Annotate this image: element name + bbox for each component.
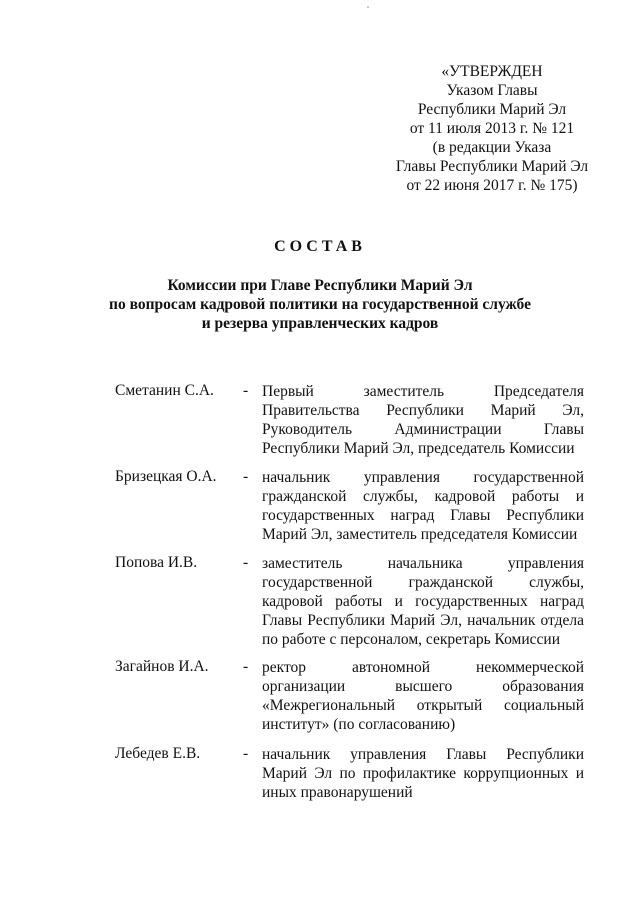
subtitle-line: по вопросам кадровой политики на государственной службе [109, 296, 531, 313]
approval-line: от 11 июля 2013 г. № 121 [409, 120, 575, 137]
scan-mark [367, 6, 369, 8]
member-dash: - [243, 554, 249, 571]
member-name: Загайнов И.А. [115, 658, 209, 675]
member-name: Лебедев Е.В. [115, 745, 201, 762]
member-role: начальник управления государственной гражданской службы, кадровой работы и государственных наград Главы Республики Марий Эл, заместитель председателя Комиссии [262, 469, 584, 543]
member-role: заместитель начальника управления государственной гражданской службы, кадровой работы и государственных наград Главы Республики Марий Эл, начальник отдела по работе с персоналом, секретарь Комиссии [262, 555, 584, 648]
member-dash: - [243, 745, 249, 762]
member-dash: - [243, 658, 249, 675]
document-subtitle [0, 276, 640, 333]
subtitle-line: и резерва управленческих кадров [201, 315, 439, 332]
member-role: ректор автономной некоммерческой организации высшего образования «Межрегиональный открытый социальный институт» (по согласованию) [262, 659, 584, 733]
member-name: Сметанин С.А. [115, 382, 214, 399]
member-name: Бризецкая О.А. [115, 468, 217, 485]
approval-line: Указом Главы [446, 82, 538, 99]
document-title: СОСТАВ [274, 238, 366, 255]
member-role: начальник управления Главы Республики Марий Эл по профилактике коррупционных и иных правонарушений [262, 746, 584, 801]
member-name: Попова И.В. [115, 554, 198, 571]
approval-line: «УТВЕРЖДЕН [441, 63, 543, 80]
approval-line: Республики Марий Эл [417, 101, 567, 118]
member-dash: - [243, 382, 249, 399]
approval-line: (в редакции Указа [432, 139, 552, 156]
member-role: Первый заместитель Председателя Правительства Республики Марий Эл, Руководитель Администрации Главы Республики Марий Эл, председатель Комиссии [262, 383, 584, 457]
subtitle-line: Комиссии при Главе Республики Марий Эл [167, 277, 473, 294]
approval-line: от 22 июня 2017 г. № 175) [406, 177, 578, 194]
member-dash: - [243, 468, 249, 485]
approval-line: Главы Республики Марий Эл [395, 158, 589, 175]
approval-block [392, 62, 592, 195]
